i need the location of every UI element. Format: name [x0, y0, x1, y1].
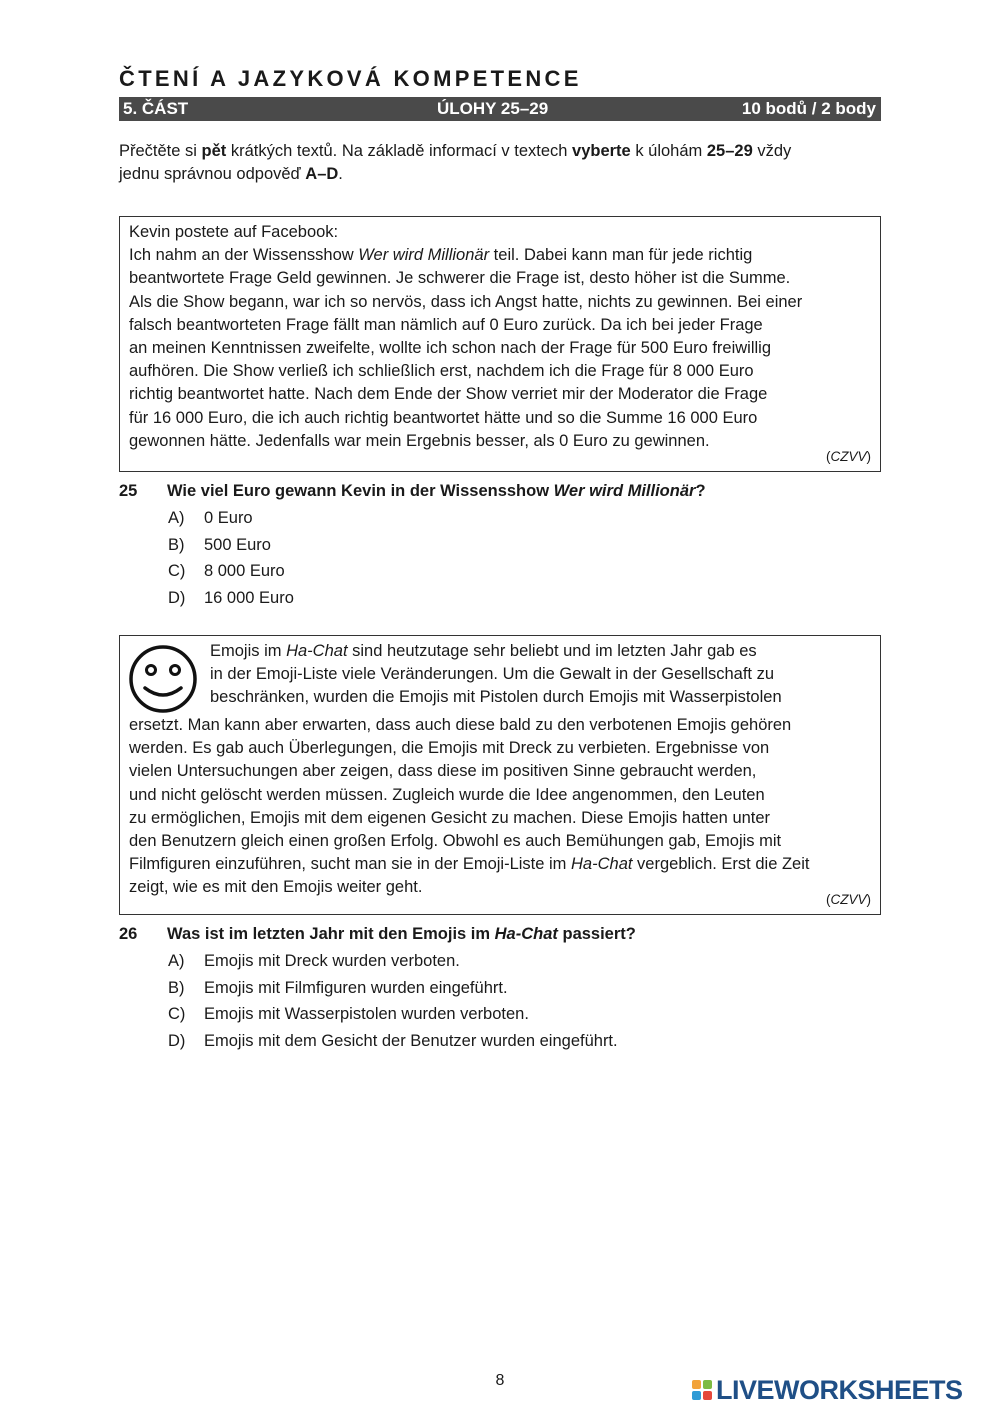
- option[interactable]: C) 8 000 Euro: [168, 562, 285, 581]
- question-26: 26 Was ist im letzten Jahr mit den Emojis im Ha-Chat passiert?: [119, 925, 636, 943]
- option[interactable]: D) 16 000 Euro: [168, 588, 294, 607]
- option[interactable]: C) Emojis mit Wasserpistolen wurden verboten.: [168, 1005, 529, 1024]
- option[interactable]: A) Emojis mit Dreck wurden verboten.: [168, 952, 460, 970]
- option[interactable]: A) 0 Euro: [168, 509, 253, 527]
- page-number: 8: [495, 1372, 505, 1389]
- liveworksheets-logo[interactable]: [692, 1371, 963, 1409]
- instructions: Přečtěte si pět krátkých textů. Na základě informací v textech vyberte k úlohám 25–29 vždy jednu správnou odpověď A–D.: [119, 142, 792, 183]
- option[interactable]: D) Emojis mit dem Gesicht der Benutzer wurden eingeführt.: [168, 1031, 618, 1050]
- tasks-label: ÚLOHY 25–29: [437, 99, 549, 118]
- source-label: (CZVV): [825, 448, 871, 464]
- reading-text-1: Kevin postete auf Facebook: Ich nahm an der Wissensshow Wer wird Millionär teil. Dabei kann man für jede richtig beantwortete Frage Geld gewinnen. Je schwerer die Frage ist, desto höher ist die Summe. Als die Show begann, war ich so nervös, dass ich Angst hatte, nichts zu gewinnen. Bei einer falsch beantworteten Frage fällt man nämlich auf 0 Euro zurück. Da ich bei jeder Frage an meinen Kenntnissen zweifelte, wollte ich schon nach der Frage für 500 Euro freiwillig aufhören. Die Show verließ ich schließlich erst, nachdem ich die Frage für 8 000 Euro richtig beantwortet hatte. Nach dem Ende der Show verriet mir der Moderator die Frage für 16 000 Euro, die ich auch richtig beantwortet hätte und so die Summe 16 000 Euro gewonnen hätte. Jedenfalls war mein Ergebnis besser, als 0 Euro zu gewinnen. (CZVV): [119, 216, 881, 472]
- reading-text-2: Emojis im Ha-Chat sind heutzutage sehr beliebt und im letzten Jahr gab es in der Emoji-Liste viele Veränderungen. Um die Gewalt in der Gesellschaft zu beschränken, wurden die Emojis mit Pistolen durch Emojis mit Wasserpistolen ersetzt. Man kann aber erwarten, dass auch diese bald zu den verbotenen Emojis gehören werden. Es gab auch Überlegungen, die Emojis mit Dreck zu verbieten. Ergebnisse von vielen Untersuchungen aber zeigen, dass diese im positiven Sinne gebraucht werden, und nicht gelöscht werden müssen. Zugleich wurde die Idee angenommen, den Leuten zu ermöglichen, Emojis mit dem eigenen Gesicht zu machen. Diese Emojis hatten unter den Benutzern gleich einen großen Erfolg. Obwohl es auch Bemühungen gab, Emojis mit Filmfiguren einzuführen, sucht man sie in der Emoji-Liste im Ha-Chat vergeblich. Erst die Zeit zeigt, wie es mit den Emojis weiter geht. (CZVV): [119, 635, 881, 915]
- section-header-bar: [119, 97, 881, 121]
- points-label: 10 bodů / 2 body: [741, 99, 876, 118]
- smiley-icon: [128, 644, 198, 714]
- option[interactable]: B) Emojis mit Filmfiguren wurden eingeführt.: [168, 978, 508, 997]
- question-26-options: [168, 948, 618, 1054]
- part-label: 5. ČÁST: [123, 99, 189, 118]
- section-title: ČTENÍ A JAZYKOVÁ KOMPETENCE: [119, 66, 582, 91]
- question-25-options: [168, 505, 294, 611]
- logo-text: LIVEWORKSHEETS: [716, 1374, 963, 1405]
- option[interactable]: B) 500 Euro: [168, 535, 271, 554]
- source-label: (CZVV): [825, 891, 871, 907]
- logo-squares-icon: [692, 1380, 712, 1400]
- question-25: 25 Wie viel Euro gewann Kevin in der Wissensshow Wer wird Millionär?: [119, 482, 706, 500]
